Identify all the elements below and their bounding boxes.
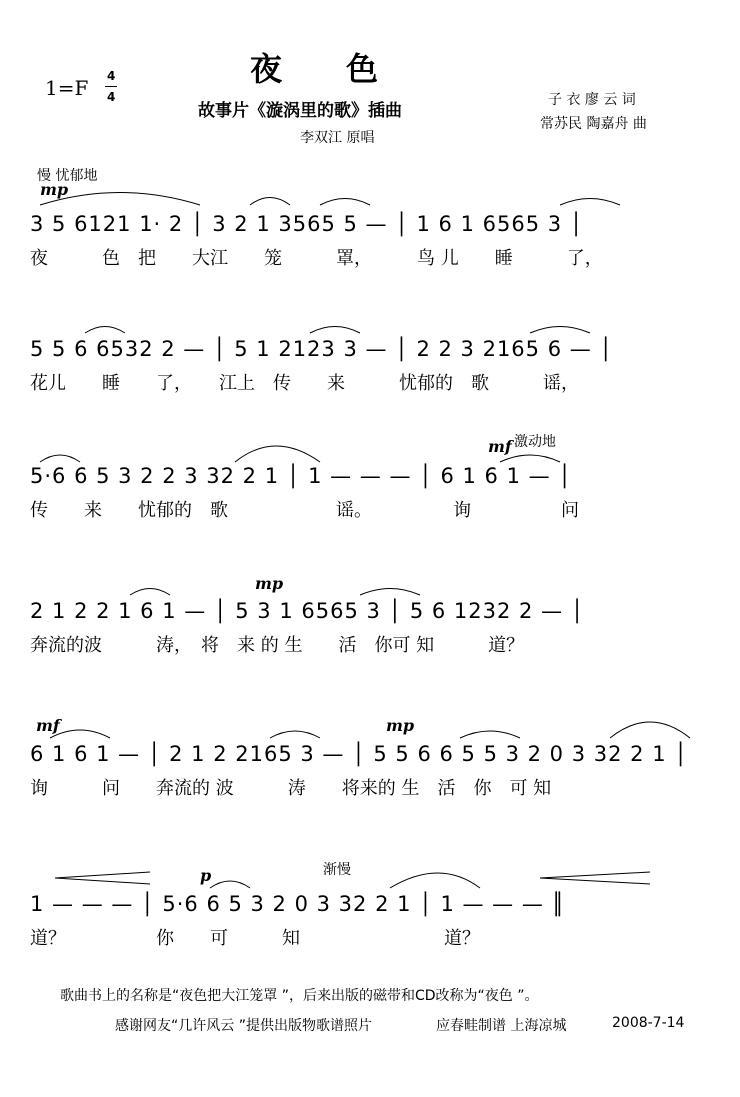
slur bbox=[610, 722, 690, 738]
lyrics-line-1: 夜 色 把 大江 笼 罩， 鸟 儿 睡 了， bbox=[30, 248, 603, 269]
slur bbox=[310, 327, 360, 334]
dynamic-mf-1: mf bbox=[488, 437, 512, 456]
tempo-marking: 慢 忧郁地 bbox=[37, 168, 98, 184]
lyrics-line-6: 道？ 你 可 知 道？ bbox=[30, 928, 480, 949]
original-singer: 李双江 原唱 bbox=[300, 130, 375, 146]
slur bbox=[40, 193, 200, 206]
footer-note: 歌曲书上的名称是“夜色把大江笼罩 ”，后来出版的磁带和CD改称为“夜色 ”。 bbox=[60, 988, 539, 1004]
slur bbox=[235, 446, 320, 462]
footer-maker: 应春畦制谱 上海凉城 bbox=[436, 1018, 567, 1034]
dynamic-mp-1: mp bbox=[40, 180, 69, 199]
lyricist-credit: 子 衣 廖 云 词 bbox=[548, 92, 636, 108]
dynamic-p-1: p bbox=[200, 866, 212, 885]
slur bbox=[270, 731, 320, 738]
slur bbox=[40, 455, 80, 462]
notes-line-3: 5·6 6 5 3 2 2 3 32 2 1 │ 1 — — — │ 6 1 6 1 — │ bbox=[30, 464, 572, 488]
slur bbox=[500, 455, 560, 462]
slur bbox=[530, 327, 590, 334]
lyrics-line-3: 传 来 忧郁的 歌 谣。 询 问 bbox=[30, 500, 579, 521]
notes-line-6: 1 — — — │ 5·6 6 5 3 2 0 3 32 2 1 │ 1 — — — ║ bbox=[30, 892, 566, 916]
notes-line-1: 3 5 6121 1· 2 │ 3 2 1 3565 5 — │ 1 6 1 6565 3 │ bbox=[30, 212, 584, 236]
slur bbox=[130, 589, 170, 596]
dynamic-mp-2: mp bbox=[255, 574, 284, 593]
hairpin bbox=[540, 872, 650, 884]
slur bbox=[360, 589, 420, 596]
song-title: 夜 色 bbox=[250, 50, 379, 88]
song-subtitle: 故事片《漩涡里的歌》插曲 bbox=[198, 101, 402, 121]
slur bbox=[250, 198, 290, 206]
slur bbox=[390, 873, 480, 888]
composer-credit: 常苏民 陶嘉舟 曲 bbox=[540, 116, 647, 132]
dynamic-mf-2: mf bbox=[36, 716, 60, 735]
notes-line-2: 5 5 6 6532 2 — │ 5 1 2123 3 — │ 2 2 3 2165 6 — │ bbox=[30, 337, 614, 361]
lyrics-line-4: 奔流的波 涛， 将 来 的 生 活 你可 知 道？ bbox=[30, 635, 525, 656]
lyrics-line-2: 花儿 睡 了， 江上 传 来 忧郁的 歌 谣， bbox=[30, 373, 579, 394]
expression-jidong: 激动地 bbox=[514, 434, 556, 450]
footer-thanks: 感谢网友“几许风云 ”提供出版物歌谱照片 bbox=[115, 1018, 372, 1034]
slur bbox=[560, 199, 620, 206]
expression-jianman: 渐慢 bbox=[323, 862, 351, 878]
time-signature-bottom: 4 bbox=[107, 90, 116, 104]
lyrics-line-5: 询 问 奔流的 波 涛 将来的 生 活 你 可 知 bbox=[30, 778, 552, 799]
key-signature: 1=F bbox=[45, 76, 89, 100]
notes-line-4: 2 1 2 2 1 6 1 — │ 5 3 1 6565 3 │ 5 6 1232 2 — │ bbox=[30, 599, 585, 623]
slur bbox=[85, 327, 125, 334]
slur bbox=[460, 731, 520, 738]
time-signature-top: 4 bbox=[107, 69, 116, 83]
hairpin bbox=[55, 872, 150, 884]
dynamic-mp-3: mp bbox=[386, 716, 415, 735]
footer-date: 2008-7-14 bbox=[612, 1015, 685, 1031]
slur bbox=[50, 730, 110, 738]
slur bbox=[320, 199, 370, 206]
slur bbox=[210, 881, 250, 888]
notes-line-5: 6 1 6 1 — │ 2 1 2 2165 3 — │ 5 5 6 6 5 5 3 2 0 3 32 2 1 │ bbox=[30, 742, 688, 766]
